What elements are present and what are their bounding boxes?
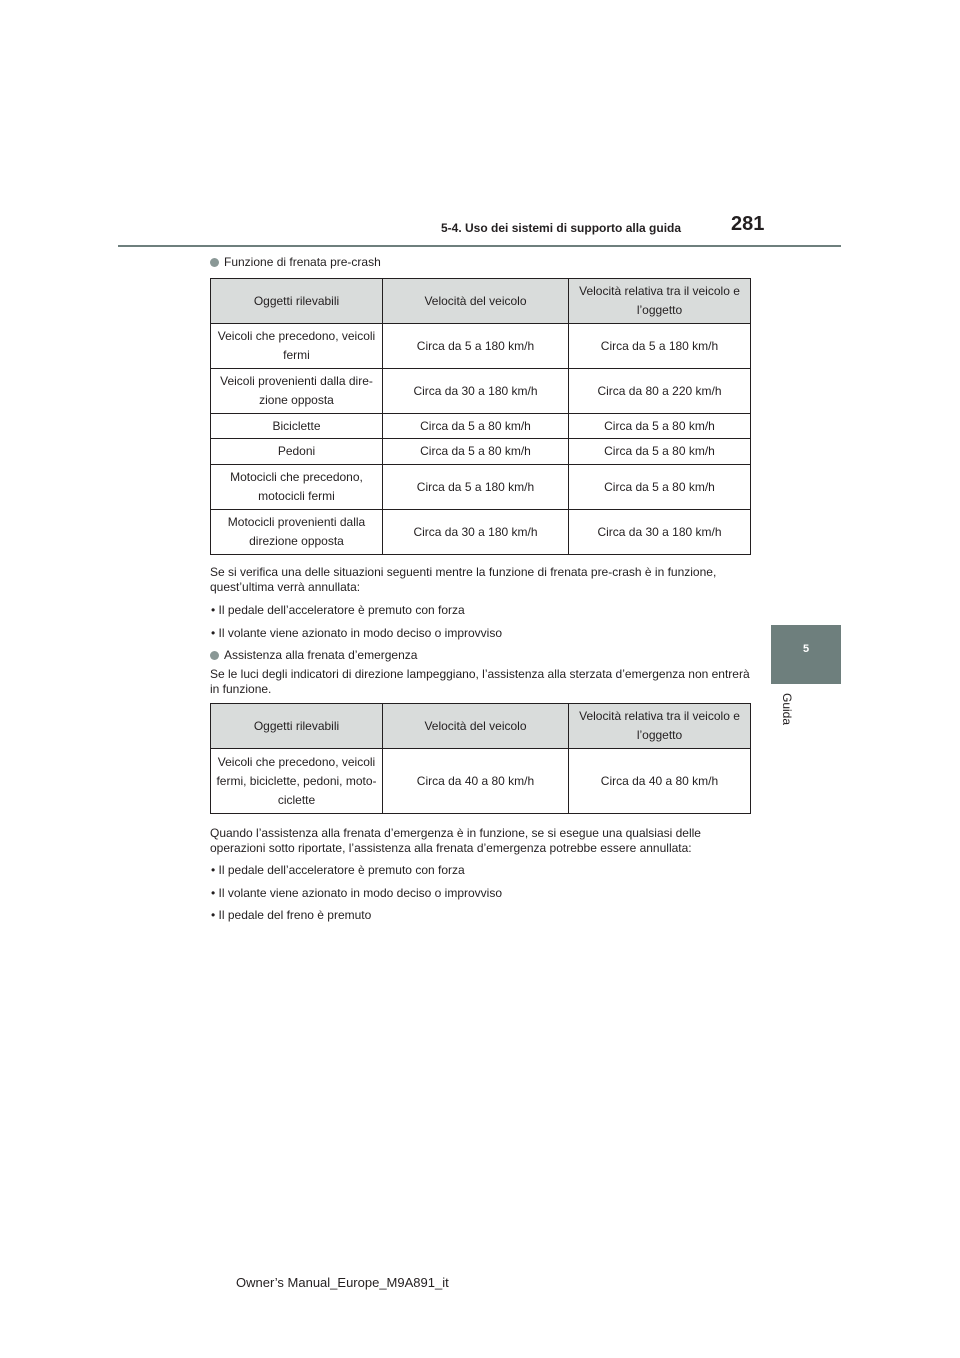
chapter-number: 5 bbox=[802, 643, 810, 655]
table-cell: Circa da 40 a 80 km/h bbox=[383, 749, 569, 814]
table-cell: Biciclette bbox=[211, 414, 383, 439]
table-row bbox=[211, 510, 751, 555]
list-item: • Il pedale dell’acceleratore è premuto con forza bbox=[211, 603, 465, 617]
emergency-heading-text: Assistenza alla frenata d’emergenza bbox=[224, 648, 418, 662]
table-cell: Motocicli provenienti dalla direzione opposta bbox=[211, 510, 383, 555]
table-header-row bbox=[211, 704, 751, 749]
precrash-heading-text: Funzione di frenata pre-crash bbox=[224, 255, 381, 269]
list-item: • Il volante viene azionato in modo deciso o improvviso bbox=[211, 886, 503, 900]
table-row bbox=[211, 369, 751, 414]
column-header: Oggetti rilevabili bbox=[211, 704, 383, 749]
table-cell: Circa da 5 a 180 km/h bbox=[383, 324, 569, 369]
precrash-heading bbox=[210, 255, 381, 269]
section-title: 5-4. Uso dei sistemi di supporto alla guida bbox=[441, 221, 682, 235]
column-header: Velocità del veicolo bbox=[383, 704, 569, 749]
table-cell: Circa da 5 a 180 km/h bbox=[569, 324, 751, 369]
chapter-side-tab bbox=[771, 625, 841, 684]
footer-text: Owner’s Manual_Europe_M9A891_it bbox=[236, 1275, 449, 1290]
table-cell: Circa da 80 a 220 km/h bbox=[569, 369, 751, 414]
table-cell: Circa da 40 a 80 km/h bbox=[569, 749, 751, 814]
list-item: • Il pedale del freno è premuto bbox=[211, 908, 372, 922]
page-number: 281 bbox=[731, 213, 765, 235]
list-item: • Il pedale dell’acceleratore è premuto con forza bbox=[211, 863, 465, 877]
header-rule bbox=[118, 245, 841, 247]
table-cell: Pedoni bbox=[211, 439, 383, 465]
table-row bbox=[211, 324, 751, 369]
emergency-table bbox=[210, 703, 751, 814]
table-cell: Circa da 5 a 80 km/h bbox=[569, 414, 751, 439]
list-item: • Il volante viene azionato in modo deciso o improvviso bbox=[211, 626, 503, 640]
column-header: Oggetti rilevabili bbox=[211, 279, 383, 324]
emergency-heading bbox=[210, 648, 417, 662]
column-header: Velocità del veicolo bbox=[383, 279, 569, 324]
table-row bbox=[211, 465, 751, 510]
table-cell: Veicoli provenienti dalla dire-zione opposta bbox=[211, 369, 383, 414]
table-cell: Circa da 5 a 80 km/h bbox=[569, 465, 751, 510]
table-cell: Circa da 5 a 180 km/h bbox=[383, 465, 569, 510]
table-cell: Circa da 5 a 80 km/h bbox=[383, 414, 569, 439]
table-cell: Circa da 5 a 80 km/h bbox=[569, 439, 751, 465]
table-row bbox=[211, 414, 751, 439]
table-cell: Circa da 30 a 180 km/h bbox=[569, 510, 751, 555]
table-cell: Veicoli che precedono, veicoli fermi bbox=[211, 324, 383, 369]
bullet-dot-icon bbox=[210, 258, 219, 267]
table-cell: Veicoli che precedono, veicoli fermi, biciclette, pedoni, moto-ciclette bbox=[211, 749, 383, 814]
table-row bbox=[211, 749, 751, 814]
table-row bbox=[211, 439, 751, 465]
bullet-dot-icon bbox=[210, 651, 219, 660]
table-cell: Circa da 5 a 80 km/h bbox=[383, 439, 569, 465]
chapter-side-label: Guida bbox=[780, 693, 794, 726]
table-cell: Circa da 30 a 180 km/h bbox=[383, 510, 569, 555]
column-header: Velocità relativa tra il veicolo e l’oggetto bbox=[569, 279, 751, 324]
table-cell: Circa da 30 a 180 km/h bbox=[383, 369, 569, 414]
precrash-cancel-text: Se si verifica una delle situazioni seguenti mentre la funzione di frenata pre-crash è in funzione, quest’ultima verrà annullata: bbox=[210, 565, 717, 594]
emergency-cancel-text: Quando l’assistenza alla frenata d’emergenza è in funzione, se si esegue una qualsiasi delle operazioni sotto riportate, l’assistenza alla frenata d’emergenza potrebbe essere annullata: bbox=[210, 826, 701, 855]
table-cell: Motocicli che precedono, motocicli fermi bbox=[211, 465, 383, 510]
table-header-row bbox=[211, 279, 751, 324]
column-header: Velocità relativa tra il veicolo e l’oggetto bbox=[569, 704, 751, 749]
precrash-table bbox=[210, 278, 751, 555]
emergency-intro-text: Se le luci degli indicatori di direzione lampeggiano, l’assistenza alla sterzata d’emergenza non entrerà in funzione. bbox=[210, 667, 750, 696]
